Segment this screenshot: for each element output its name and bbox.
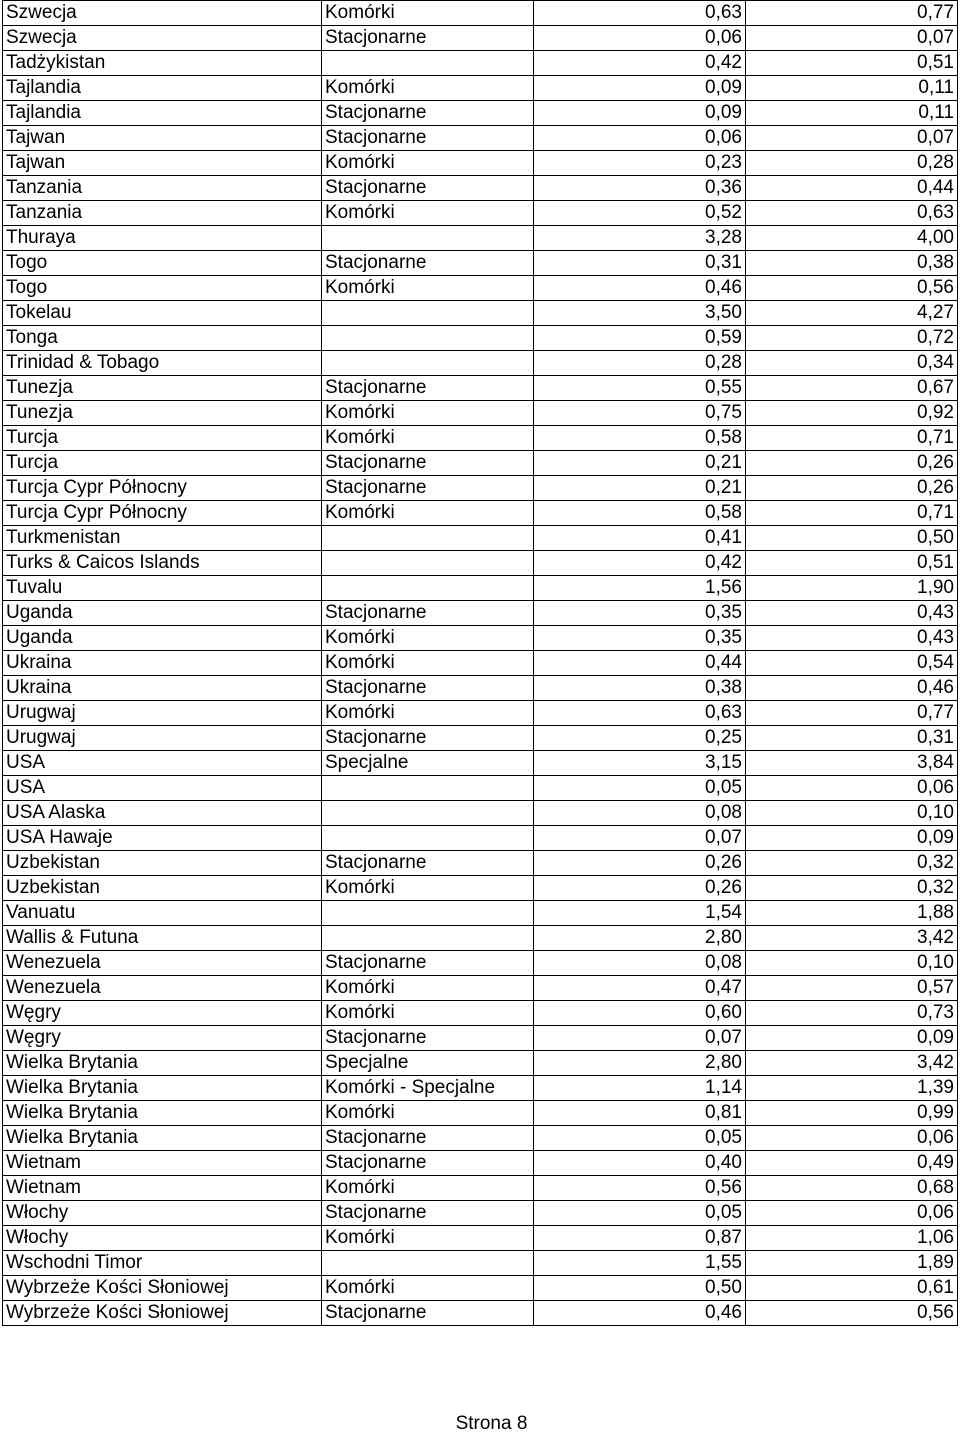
- type-cell: [322, 901, 534, 926]
- type-cell: [322, 226, 534, 251]
- country-cell: Szwecja: [3, 26, 322, 51]
- price-net-cell: 0,63: [534, 701, 746, 726]
- price-gross-cell: 4,00: [746, 226, 958, 251]
- table-row: [3, 1176, 958, 1201]
- price-gross-cell: 0,09: [746, 826, 958, 851]
- country-cell: Uganda: [3, 626, 322, 651]
- price-gross-cell: 0,77: [746, 701, 958, 726]
- country-cell: Wallis & Futuna: [3, 926, 322, 951]
- type-cell: Stacjonarne: [322, 851, 534, 876]
- price-net-cell: 1,14: [534, 1076, 746, 1101]
- country-cell: Wenezuela: [3, 951, 322, 976]
- country-cell: Tunezja: [3, 376, 322, 401]
- type-cell: Komórki: [322, 501, 534, 526]
- price-net-cell: 0,46: [534, 1301, 746, 1326]
- price-gross-cell: 0,28: [746, 151, 958, 176]
- price-net-cell: 0,25: [534, 726, 746, 751]
- price-gross-cell: 0,07: [746, 126, 958, 151]
- country-cell: Włochy: [3, 1201, 322, 1226]
- price-net-cell: 0,31: [534, 251, 746, 276]
- table-row: [3, 126, 958, 151]
- table-row: [3, 1226, 958, 1251]
- type-cell: Komórki: [322, 151, 534, 176]
- price-gross-cell: 0,50: [746, 526, 958, 551]
- price-net-cell: 0,08: [534, 801, 746, 826]
- price-gross-cell: 0,56: [746, 276, 958, 301]
- price-gross-cell: 0,10: [746, 951, 958, 976]
- type-cell: Komórki: [322, 201, 534, 226]
- price-net-cell: 0,52: [534, 201, 746, 226]
- country-cell: Włochy: [3, 1226, 322, 1251]
- price-net-cell: 0,08: [534, 951, 746, 976]
- table-row: [3, 1151, 958, 1176]
- price-net-cell: 0,47: [534, 976, 746, 1001]
- price-gross-cell: 0,73: [746, 1001, 958, 1026]
- type-cell: Komórki: [322, 426, 534, 451]
- price-net-cell: 0,23: [534, 151, 746, 176]
- price-net-cell: 0,06: [534, 126, 746, 151]
- type-cell: [322, 526, 534, 551]
- price-net-cell: 0,59: [534, 326, 746, 351]
- type-cell: [322, 826, 534, 851]
- country-cell: Tokelau: [3, 301, 322, 326]
- country-cell: Urugwaj: [3, 701, 322, 726]
- type-cell: Stacjonarne: [322, 101, 534, 126]
- price-net-cell: 3,28: [534, 226, 746, 251]
- price-gross-cell: 1,39: [746, 1076, 958, 1101]
- country-cell: USA: [3, 751, 322, 776]
- price-gross-cell: 0,92: [746, 401, 958, 426]
- price-gross-cell: 0,11: [746, 76, 958, 101]
- country-cell: Wielka Brytania: [3, 1101, 322, 1126]
- table-row: [3, 1251, 958, 1276]
- country-cell: Turcja: [3, 451, 322, 476]
- type-cell: [322, 776, 534, 801]
- type-cell: [322, 926, 534, 951]
- type-cell: [322, 801, 534, 826]
- price-gross-cell: 0,26: [746, 476, 958, 501]
- price-net-cell: 0,35: [534, 601, 746, 626]
- price-gross-cell: 0,72: [746, 326, 958, 351]
- country-cell: Węgry: [3, 1026, 322, 1051]
- country-cell: Turcja Cypr Północny: [3, 476, 322, 501]
- table-row: [3, 276, 958, 301]
- rates-table-body: [3, 1, 958, 1326]
- price-net-cell: 0,42: [534, 51, 746, 76]
- type-cell: [322, 326, 534, 351]
- table-row: [3, 401, 958, 426]
- country-cell: Thuraya: [3, 226, 322, 251]
- price-gross-cell: 4,27: [746, 301, 958, 326]
- country-cell: Tadżykistan: [3, 51, 322, 76]
- price-gross-cell: 3,42: [746, 1051, 958, 1076]
- price-gross-cell: 0,68: [746, 1176, 958, 1201]
- price-net-cell: 0,42: [534, 551, 746, 576]
- type-cell: Stacjonarne: [322, 176, 534, 201]
- type-cell: Komórki - Specjalne: [322, 1076, 534, 1101]
- country-cell: Togo: [3, 251, 322, 276]
- price-gross-cell: 0,99: [746, 1101, 958, 1126]
- price-net-cell: 0,38: [534, 676, 746, 701]
- price-net-cell: 1,56: [534, 576, 746, 601]
- country-cell: Tajwan: [3, 151, 322, 176]
- table-row: [3, 1301, 958, 1326]
- price-net-cell: 0,05: [534, 1201, 746, 1226]
- country-cell: Tanzania: [3, 201, 322, 226]
- type-cell: Komórki: [322, 276, 534, 301]
- type-cell: [322, 351, 534, 376]
- price-gross-cell: 0,10: [746, 801, 958, 826]
- table-row: [3, 501, 958, 526]
- country-cell: Vanuatu: [3, 901, 322, 926]
- type-cell: Komórki: [322, 1001, 534, 1026]
- country-cell: Wielka Brytania: [3, 1126, 322, 1151]
- table-row: [3, 801, 958, 826]
- country-cell: Tuvalu: [3, 576, 322, 601]
- price-net-cell: 3,15: [534, 751, 746, 776]
- price-gross-cell: 0,54: [746, 651, 958, 676]
- price-net-cell: 0,63: [534, 1, 746, 26]
- price-net-cell: 0,58: [534, 426, 746, 451]
- price-gross-cell: 0,26: [746, 451, 958, 476]
- type-cell: Stacjonarne: [322, 126, 534, 151]
- table-row: [3, 151, 958, 176]
- price-gross-cell: 0,38: [746, 251, 958, 276]
- country-cell: Uzbekistan: [3, 876, 322, 901]
- type-cell: Specjalne: [322, 1051, 534, 1076]
- country-cell: Wietnam: [3, 1151, 322, 1176]
- price-gross-cell: 3,84: [746, 751, 958, 776]
- type-cell: Stacjonarne: [322, 476, 534, 501]
- table-row: [3, 251, 958, 276]
- price-net-cell: 0,87: [534, 1226, 746, 1251]
- price-gross-cell: 0,51: [746, 551, 958, 576]
- type-cell: Komórki: [322, 76, 534, 101]
- country-cell: Tunezja: [3, 401, 322, 426]
- price-net-cell: 0,06: [534, 26, 746, 51]
- table-row: [3, 376, 958, 401]
- type-cell: Stacjonarne: [322, 676, 534, 701]
- type-cell: Stacjonarne: [322, 451, 534, 476]
- table-row: [3, 1026, 958, 1051]
- country-cell: Szwecja: [3, 1, 322, 26]
- table-row: [3, 526, 958, 551]
- type-cell: [322, 551, 534, 576]
- country-cell: USA Hawaje: [3, 826, 322, 851]
- country-cell: USA Alaska: [3, 801, 322, 826]
- price-net-cell: 0,09: [534, 101, 746, 126]
- country-cell: Ukraina: [3, 651, 322, 676]
- table-row: [3, 851, 958, 876]
- price-net-cell: 0,56: [534, 1176, 746, 1201]
- table-row: [3, 176, 958, 201]
- country-cell: Wietnam: [3, 1176, 322, 1201]
- price-net-cell: 0,09: [534, 76, 746, 101]
- type-cell: Komórki: [322, 876, 534, 901]
- type-cell: Stacjonarne: [322, 951, 534, 976]
- price-gross-cell: 0,61: [746, 1276, 958, 1301]
- type-cell: Stacjonarne: [322, 1151, 534, 1176]
- country-cell: Tonga: [3, 326, 322, 351]
- type-cell: Komórki: [322, 401, 534, 426]
- type-cell: [322, 301, 534, 326]
- table-row: [3, 651, 958, 676]
- price-gross-cell: 0,06: [746, 1201, 958, 1226]
- price-net-cell: 2,80: [534, 926, 746, 951]
- table-row: [3, 826, 958, 851]
- table-row: [3, 601, 958, 626]
- price-gross-cell: 0,32: [746, 851, 958, 876]
- price-net-cell: 3,50: [534, 301, 746, 326]
- price-net-cell: 0,21: [534, 476, 746, 501]
- price-gross-cell: 0,43: [746, 626, 958, 651]
- price-net-cell: 0,26: [534, 851, 746, 876]
- type-cell: Komórki: [322, 651, 534, 676]
- table-row: [3, 951, 958, 976]
- country-cell: Wybrzeże Kości Słoniowej: [3, 1301, 322, 1326]
- price-gross-cell: 0,43: [746, 601, 958, 626]
- type-cell: Stacjonarne: [322, 1126, 534, 1151]
- table-row: [3, 1, 958, 26]
- price-gross-cell: 0,11: [746, 101, 958, 126]
- country-cell: USA: [3, 776, 322, 801]
- table-row: [3, 301, 958, 326]
- type-cell: Komórki: [322, 626, 534, 651]
- price-net-cell: 0,46: [534, 276, 746, 301]
- price-net-cell: 0,50: [534, 1276, 746, 1301]
- price-gross-cell: 1,88: [746, 901, 958, 926]
- type-cell: Komórki: [322, 1226, 534, 1251]
- price-net-cell: 0,21: [534, 451, 746, 476]
- price-gross-cell: 0,46: [746, 676, 958, 701]
- price-net-cell: 0,58: [534, 501, 746, 526]
- table-row: [3, 726, 958, 751]
- type-cell: Specjalne: [322, 751, 534, 776]
- table-row: [3, 901, 958, 926]
- price-gross-cell: 0,06: [746, 1126, 958, 1151]
- table-row: [3, 1201, 958, 1226]
- country-cell: Wenezuela: [3, 976, 322, 1001]
- country-cell: Togo: [3, 276, 322, 301]
- price-net-cell: 1,55: [534, 1251, 746, 1276]
- table-row: [3, 676, 958, 701]
- price-net-cell: 0,60: [534, 1001, 746, 1026]
- table-row: [3, 26, 958, 51]
- page-number: Strona 8: [455, 1413, 528, 1434]
- type-cell: Stacjonarne: [322, 251, 534, 276]
- country-cell: Uganda: [3, 601, 322, 626]
- price-net-cell: 0,05: [534, 1126, 746, 1151]
- type-cell: Stacjonarne: [322, 726, 534, 751]
- price-net-cell: 0,26: [534, 876, 746, 901]
- table-row: [3, 751, 958, 776]
- price-gross-cell: 1,90: [746, 576, 958, 601]
- price-net-cell: 0,05: [534, 776, 746, 801]
- type-cell: Komórki: [322, 1176, 534, 1201]
- price-net-cell: 0,35: [534, 626, 746, 651]
- table-row: [3, 551, 958, 576]
- table-row: [3, 876, 958, 901]
- table-row: [3, 1001, 958, 1026]
- table-row: [3, 351, 958, 376]
- country-cell: Tajlandia: [3, 76, 322, 101]
- price-gross-cell: 1,06: [746, 1226, 958, 1251]
- rates-table: [2, 0, 958, 1326]
- price-gross-cell: 0,51: [746, 51, 958, 76]
- country-cell: Węgry: [3, 1001, 322, 1026]
- price-gross-cell: 0,32: [746, 876, 958, 901]
- type-cell: Komórki: [322, 1, 534, 26]
- price-gross-cell: 0,31: [746, 726, 958, 751]
- country-cell: Wybrzeże Kości Słoniowej: [3, 1276, 322, 1301]
- table-row: [3, 201, 958, 226]
- table-row: [3, 76, 958, 101]
- table-row: [3, 326, 958, 351]
- country-cell: Tajlandia: [3, 101, 322, 126]
- price-gross-cell: 3,42: [746, 926, 958, 951]
- table-row: [3, 226, 958, 251]
- price-gross-cell: 0,63: [746, 201, 958, 226]
- price-gross-cell: 0,07: [746, 26, 958, 51]
- country-cell: Wschodni Timor: [3, 1251, 322, 1276]
- type-cell: Komórki: [322, 701, 534, 726]
- country-cell: Turkmenistan: [3, 526, 322, 551]
- table-row: [3, 426, 958, 451]
- table-row: [3, 1076, 958, 1101]
- table-row: [3, 576, 958, 601]
- table-row: [3, 626, 958, 651]
- price-net-cell: 0,28: [534, 351, 746, 376]
- type-cell: Stacjonarne: [322, 1201, 534, 1226]
- country-cell: Turcja Cypr Północny: [3, 501, 322, 526]
- price-net-cell: 0,41: [534, 526, 746, 551]
- price-net-cell: 0,36: [534, 176, 746, 201]
- price-net-cell: 0,40: [534, 1151, 746, 1176]
- country-cell: Wielka Brytania: [3, 1051, 322, 1076]
- table-row: [3, 1276, 958, 1301]
- table-row: [3, 926, 958, 951]
- price-gross-cell: 0,06: [746, 776, 958, 801]
- price-net-cell: 0,07: [534, 1026, 746, 1051]
- type-cell: Stacjonarne: [322, 601, 534, 626]
- country-cell: Turks & Caicos Islands: [3, 551, 322, 576]
- price-net-cell: 0,75: [534, 401, 746, 426]
- price-net-cell: 0,07: [534, 826, 746, 851]
- price-net-cell: 1,54: [534, 901, 746, 926]
- type-cell: Stacjonarne: [322, 1026, 534, 1051]
- price-gross-cell: 0,67: [746, 376, 958, 401]
- country-cell: Tajwan: [3, 126, 322, 151]
- price-net-cell: 0,44: [534, 651, 746, 676]
- table-row: [3, 451, 958, 476]
- table-row: [3, 776, 958, 801]
- table-row: [3, 976, 958, 1001]
- type-cell: Komórki: [322, 1276, 534, 1301]
- type-cell: Komórki: [322, 976, 534, 1001]
- type-cell: Stacjonarne: [322, 376, 534, 401]
- table-row: [3, 701, 958, 726]
- price-gross-cell: 0,71: [746, 501, 958, 526]
- table-row: [3, 476, 958, 501]
- table-row: [3, 1126, 958, 1151]
- type-cell: [322, 51, 534, 76]
- table-row: [3, 51, 958, 76]
- type-cell: Stacjonarne: [322, 1301, 534, 1326]
- country-cell: Wielka Brytania: [3, 1076, 322, 1101]
- country-cell: Trinidad & Tobago: [3, 351, 322, 376]
- country-cell: Tanzania: [3, 176, 322, 201]
- price-gross-cell: 0,34: [746, 351, 958, 376]
- price-gross-cell: 0,44: [746, 176, 958, 201]
- table-row: [3, 1101, 958, 1126]
- type-cell: [322, 576, 534, 601]
- table-row: [3, 101, 958, 126]
- price-gross-cell: 0,77: [746, 1, 958, 26]
- type-cell: Stacjonarne: [322, 26, 534, 51]
- country-cell: Urugwaj: [3, 726, 322, 751]
- country-cell: Ukraina: [3, 676, 322, 701]
- table-row: [3, 1051, 958, 1076]
- price-gross-cell: 0,71: [746, 426, 958, 451]
- price-gross-cell: 0,56: [746, 1301, 958, 1326]
- price-net-cell: 0,55: [534, 376, 746, 401]
- type-cell: Komórki: [322, 1101, 534, 1126]
- type-cell: [322, 1251, 534, 1276]
- price-net-cell: 0,81: [534, 1101, 746, 1126]
- price-gross-cell: 0,49: [746, 1151, 958, 1176]
- country-cell: Uzbekistan: [3, 851, 322, 876]
- price-net-cell: 2,80: [534, 1051, 746, 1076]
- country-cell: Turcja: [3, 426, 322, 451]
- price-gross-cell: 0,09: [746, 1026, 958, 1051]
- price-gross-cell: 0,57: [746, 976, 958, 1001]
- price-gross-cell: 1,89: [746, 1251, 958, 1276]
